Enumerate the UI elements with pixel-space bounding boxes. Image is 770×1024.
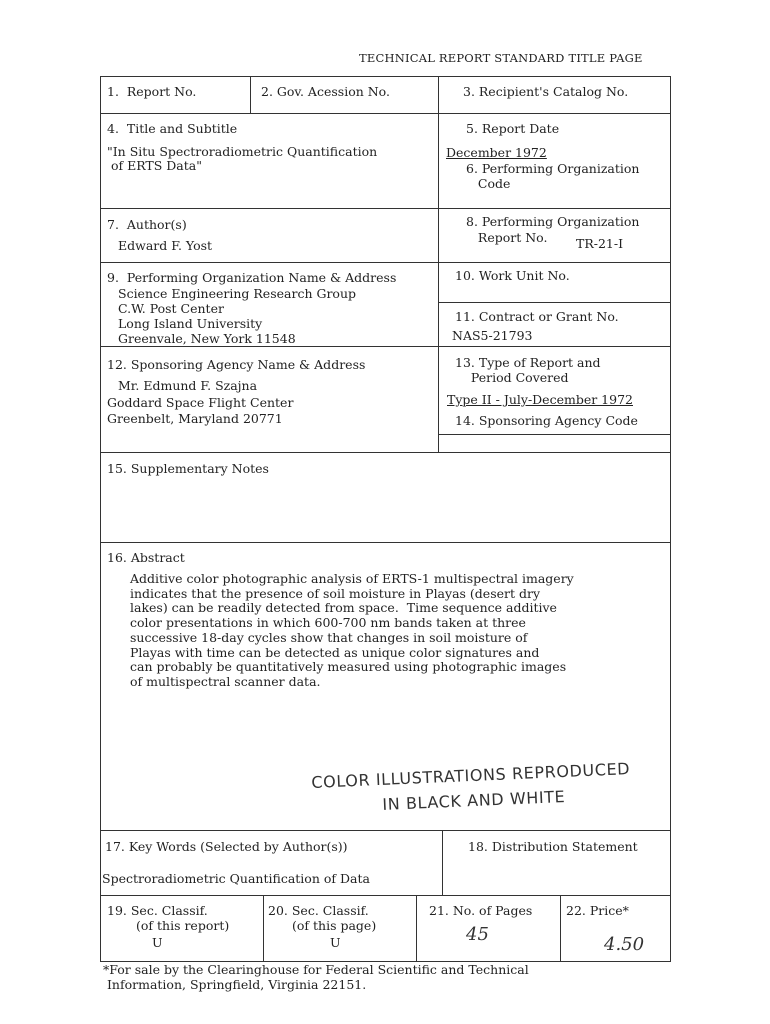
rule: [442, 830, 443, 895]
abstract-text: [130, 572, 655, 690]
field-sponsor-code-label: 14. Sponsoring Agency Code: [455, 413, 638, 428]
abstract-line: successive 18-day cycles show that changes in soil moisture of: [130, 629, 528, 645]
rule: [100, 542, 671, 543]
field-report-no-label: 1. Report No.: [107, 84, 197, 99]
price-value: 4.50: [604, 934, 645, 955]
author-value: Edward F. Yost: [118, 238, 213, 253]
field-report-type-label: 13. Type of Report and: [455, 355, 601, 370]
agency-address-line: Goddard Space Flight Center: [107, 395, 294, 410]
footnote-line: Information, Springfield, Virginia 22151.: [103, 976, 367, 992]
rule: [100, 208, 671, 209]
report-no-value: TR-21-I: [576, 236, 624, 251]
title-line: of ERTS Data": [107, 158, 202, 173]
field-perf-org-code-label: 6. Performing Organization: [466, 161, 640, 176]
rule: [100, 346, 671, 347]
footnote: [103, 963, 529, 992]
rule: [263, 895, 264, 962]
report-date-value: December 1972: [446, 145, 547, 160]
reproduction-stamp-line: COLOR ILLUSTRATIONS REPRODUCED: [311, 759, 631, 792]
field-keywords-label: 17. Key Words (Selected by Author(s)): [105, 839, 348, 854]
keywords-value: Spectroradiometric Quantification of Data: [102, 871, 370, 886]
rule: [438, 302, 671, 303]
pages-value: 45: [466, 924, 489, 945]
rule: [250, 76, 251, 113]
field-price-label: 22. Price*: [566, 903, 629, 918]
rule: [100, 452, 671, 453]
rule: [100, 895, 671, 896]
rule: [438, 434, 671, 435]
field-title-label: 4. Title and Subtitle: [107, 121, 238, 136]
agency-address-line: Mr. Edmund F. Szajna: [118, 378, 258, 393]
abstract-line: Playas with time can be detected as unique color signatures and: [130, 644, 540, 660]
field-report-date-label: 5. Report Date: [466, 121, 560, 136]
footnote-line: *For sale by the Clearinghouse for Federal Scientific and Technical: [103, 962, 529, 977]
abstract-line: indicates that the presence of soil moisture in Playas (desert dry: [130, 585, 541, 601]
abstract-line: color presentations in which 600-700 nm bands taken at three: [130, 615, 526, 631]
org-address-line: Science Engineering Research Group: [118, 286, 357, 301]
abstract-line: lakes) can be readily detected from space. Time sequence additive: [130, 600, 557, 616]
field-author-label: 7. Author(s): [107, 217, 187, 232]
field-perf-org-name-label: 9. Performing Organization Name & Address: [107, 270, 397, 285]
field-report-type-label: Period Covered: [455, 370, 569, 385]
abstract-line: Additive color photographic analysis of ERTS-1 multispectral imagery: [130, 571, 574, 586]
field-abstract-label: 16. Abstract: [107, 550, 185, 565]
rule: [100, 830, 671, 831]
field-sec-classif-report-label: 19. Sec. Classif.: [107, 903, 208, 918]
field-contract-label: 11. Contract or Grant No.: [455, 309, 619, 324]
period-value: Type II - July-December 1972: [447, 392, 633, 407]
reproduction-stamp-line: IN BLACK AND WHITE: [382, 787, 566, 814]
sec-classif-page-value: U: [330, 935, 341, 950]
abstract-line: can probably be quantitatively measured using photographic images: [130, 659, 567, 675]
field-distribution-label: 18. Distribution Statement: [468, 839, 638, 854]
rule: [438, 76, 439, 452]
rule: [416, 895, 417, 962]
field-supplementary-label: 15. Supplementary Notes: [107, 461, 269, 476]
field-pages-label: 21. No. of Pages: [429, 903, 533, 918]
agency-address-line: Greenbelt, Maryland 20771: [107, 411, 283, 426]
field-sponsor-agency-label: 12. Sponsoring Agency Name & Address: [107, 357, 366, 372]
field-work-unit-label: 10. Work Unit No.: [455, 268, 570, 283]
field-sec-classif-report-label: (of this report): [136, 918, 230, 933]
field-catalog-no-label: 3. Recipient's Catalog No.: [463, 84, 629, 99]
sec-classif-report-value: U: [152, 935, 163, 950]
org-address-line: Long Island University: [118, 316, 263, 331]
abstract-line: of multispectral scanner data.: [130, 673, 321, 689]
field-perf-org-code-label: Code: [466, 176, 511, 191]
field-perf-org-report-label: 8. Performing Organization: [466, 214, 640, 229]
rule: [100, 113, 671, 114]
field-sec-classif-page-label: 20. Sec. Classif.: [268, 903, 369, 918]
form-header: TECHNICAL REPORT STANDARD TITLE PAGE: [359, 51, 643, 65]
contract-value: NAS5-21793: [452, 328, 533, 343]
org-address-line: Greenvale, New York 11548: [118, 331, 296, 346]
field-sec-classif-page-label: (of this page): [292, 918, 377, 933]
rule: [100, 262, 671, 263]
title-line: "In Situ Spectroradiometric Quantification: [107, 144, 378, 159]
rule: [560, 895, 561, 962]
field-gov-accession-label: 2. Gov. Acession No.: [261, 84, 390, 99]
field-perf-org-report-label: Report No.: [466, 230, 548, 245]
org-address-line: C.W. Post Center: [118, 301, 224, 316]
